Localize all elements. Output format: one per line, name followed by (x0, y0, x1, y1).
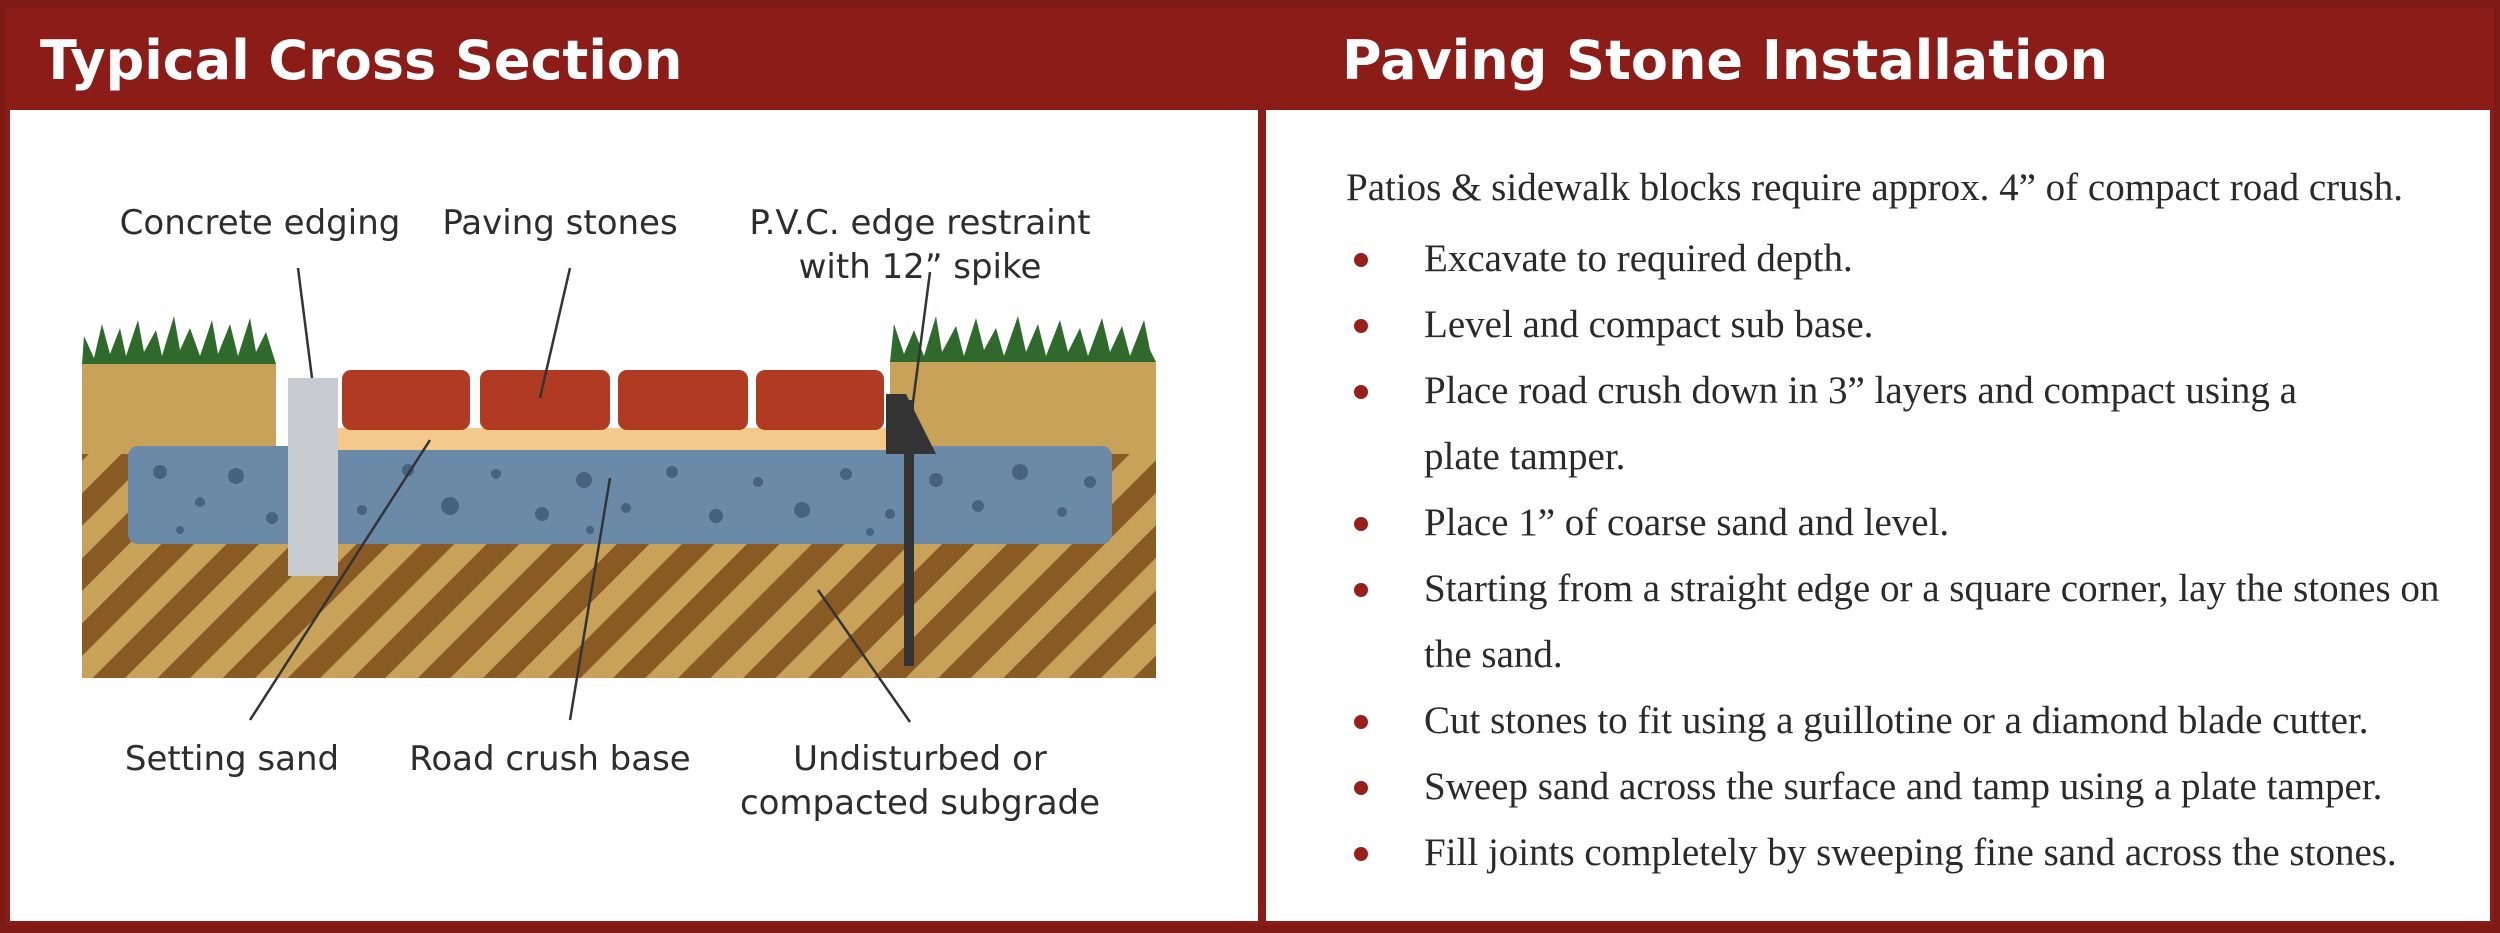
step-text: Place 1” of coarse sand and level. (1424, 501, 1950, 544)
paving-stones (342, 370, 884, 430)
bullet-icon (1354, 385, 1368, 399)
installation-intro: Patios & sidewalk blocks require approx. 4” of compact road crush. (1346, 166, 2404, 209)
bullet-icon (1354, 847, 1368, 861)
installation-panel (1262, 8, 2494, 925)
right-soil-bank (890, 355, 1156, 454)
paving-stones-label: Paving stones (442, 203, 678, 243)
pvc-edge-restraint-label: P.V.C. edge restraint (749, 203, 1091, 243)
left-grass (82, 316, 276, 364)
step-text: Excavate to required depth. (1424, 237, 1853, 280)
step-item (1346, 490, 2486, 556)
step-text: Starting from a straight edge or a square corner, lay the stones on the sand. (1424, 567, 2440, 676)
cross-section-title: Typical Cross Section (10, 12, 1258, 110)
subgrade-label-line2: compacted subgrade (739, 783, 1101, 823)
step-item (1346, 820, 2486, 886)
left-soil-bank (82, 356, 276, 454)
step-text: Sweep sand across the surface and tamp using a plate tamper. (1424, 765, 2383, 808)
bullet-icon (1354, 319, 1368, 333)
cross-section-panel (6, 8, 1262, 925)
bullet-icon (1354, 583, 1368, 597)
right-grass (890, 316, 1156, 362)
step-item (1346, 226, 2486, 292)
step-item (1346, 754, 2486, 820)
cross-section-diagram (10, 110, 1258, 921)
bullet-icon (1354, 715, 1368, 729)
step-text: Place road crush down in 3” layers and compact using a plate tamper. (1424, 369, 2297, 478)
paving-stone (342, 370, 470, 430)
setting-sand-layer (332, 428, 888, 450)
installation-title: Paving Stone Installation (1266, 12, 2490, 110)
setting-sand-label: Setting sand (124, 739, 340, 779)
edge-spike (904, 400, 914, 666)
pvc-spike-label: with 12” spike (798, 247, 1042, 287)
concrete-edging-label: Concrete edging (119, 203, 401, 243)
concrete-edging (288, 378, 338, 576)
road-crush-base-label: Road crush base (409, 739, 691, 779)
step-item (1346, 688, 2486, 754)
road-crush-base-layer (128, 446, 1112, 544)
step-item (1346, 292, 2486, 358)
installation-instructions (1346, 160, 2486, 886)
step-item (1346, 358, 2304, 490)
bullet-icon (1354, 253, 1368, 267)
paving-stone (618, 370, 748, 430)
paving-stone (756, 370, 884, 430)
installation-steps (1346, 226, 2486, 886)
subgrade-label: Undisturbed or (793, 739, 1047, 779)
bullet-icon (1354, 517, 1368, 531)
step-text: Fill joints completely by sweeping fine sand across the stones. (1424, 831, 2397, 874)
bullet-icon (1354, 781, 1368, 795)
step-text: Level and compact sub base. (1424, 303, 1874, 346)
step-text: Cut stones to fit using a guillotine or a diamond blade cutter. (1424, 699, 2369, 742)
step-item (1346, 556, 2464, 688)
